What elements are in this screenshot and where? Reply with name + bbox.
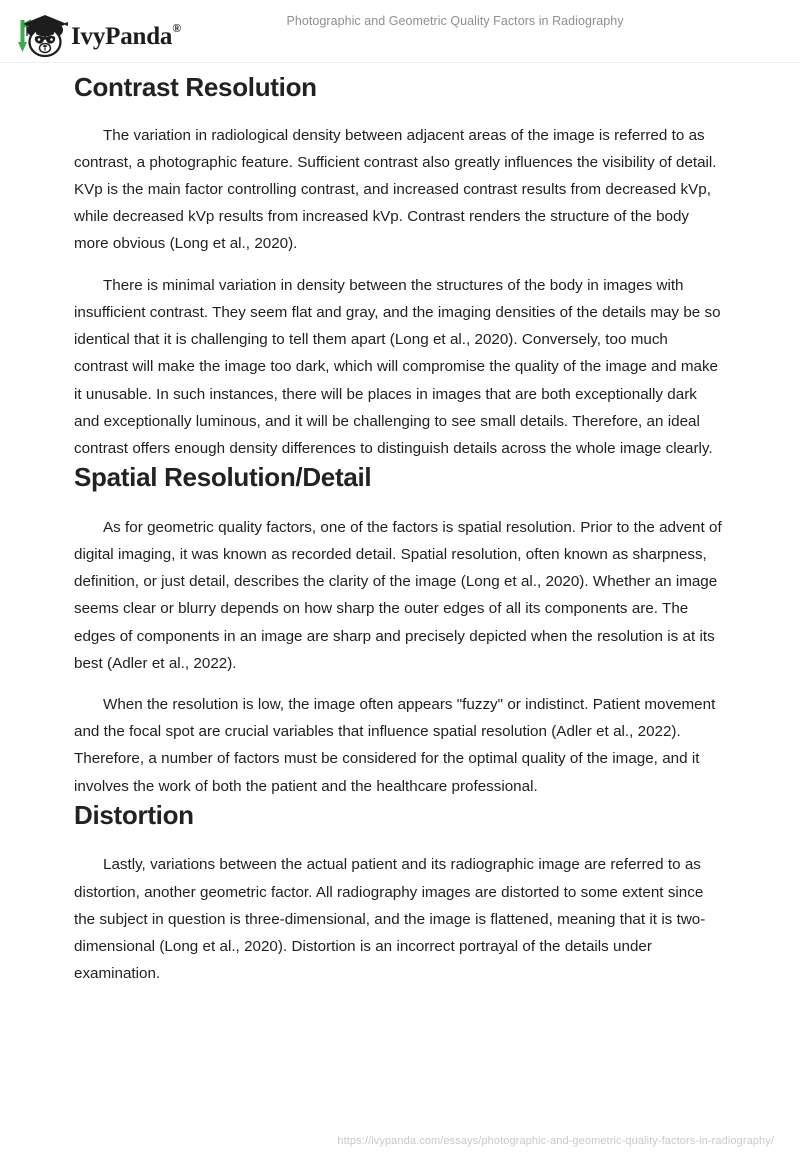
heading-distortion: Distortion bbox=[74, 799, 194, 830]
paragraph-spatial-1: As for geometric quality factors, one of the factors is spatial resolution. Prior to the advent of digital imaging, it was known as recorded detail. Spatial resolution, often known as sharpness, definition, or just detail, describes the clarity of the image (Long et al., 2020). Whether an image seems clear or blurry depends on how sharp the outer edges of all its components are. The edges of components in an image are sharp and precisely depicted when the resolution is at its best (Adler et al., 2022). bbox=[74, 518, 722, 672]
page-footer bbox=[0, 1112, 800, 1160]
brand-name: IvyPanda® bbox=[71, 21, 181, 50]
paragraph-distortion-1: Lastly, variations between the actual patient and its radiographic image are referred to as distortion, another geometric factor. All radiography images are distorted to some extent since the subject in question is three-dimensional, and the image is flattened, meaning that it is two-dimensional (Long et al., 2020). Distortion is an incorrect portrayal of the details under examination. bbox=[74, 856, 706, 983]
paragraph-contrast-2: There is minimal variation in density between the structures of the body in images with insufficient contrast. They seem flat and gray, and the imaging densities of the details may be so identical that it is challenging to tell them apart (Long et al., 2020). Conversely, too much contrast will make the image too dark, which will compromise the quality of the image and make it unusable. In such instances, there will be places in images that are both exceptionally dark and exceptionally luminous, and it will be challenging to see small details. Therefore, an ideal contrast offers enough density differences to distinguish details across the whole image clearly. bbox=[74, 276, 721, 457]
heading-contrast-resolution: Contrast Resolution bbox=[74, 72, 317, 102]
heading-spatial-resolution-detail: Spatial Resolution/Detail bbox=[74, 462, 372, 493]
registered-mark: ® bbox=[172, 21, 181, 36]
document-title-header: Photographic and Geometric Quality Factors in Radiography bbox=[286, 14, 624, 28]
page-header bbox=[0, 0, 800, 63]
paragraph-contrast-1: The variation in radiological density between adjacent areas of the image is referred to as contrast, a photographic feature. Sufficient contrast also greatly influences the visibility of detail. KVp is the main factor controlling contrast, and increased contrast results from decreased kVp, while decreased kVp results from increased kVp. Contrast renders the structure of the body more obvious (Long et al., 2020). bbox=[74, 126, 717, 253]
paragraph-spatial-2: When the resolution is low, the image often appears "fuzzy" or indistinct. Patient movement and the focal spot are crucial variables that influence spatial resolution (Adler et al., 2022). Therefore, a number of factors must be considered for the optimal quality of the image, and it involves the work of both the patient and the healthcare professional. bbox=[74, 696, 716, 795]
document-body bbox=[74, 72, 722, 988]
footer-source-url[interactable]: https://ivypanda.com/essays/photographic-and-geometric-quality-factors-in-radiography/ bbox=[337, 1135, 774, 1147]
